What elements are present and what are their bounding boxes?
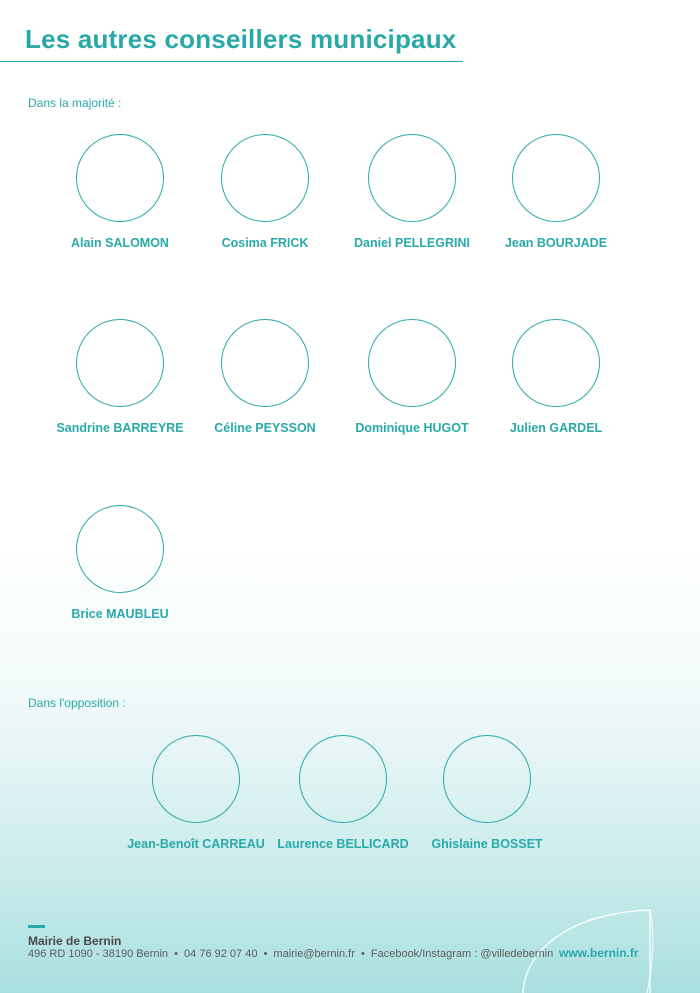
member-card xyxy=(332,319,492,435)
footer-email: mairie@bernin.fr xyxy=(273,948,355,960)
member-name: Laurence BELLICARD xyxy=(277,837,409,851)
member-card xyxy=(263,735,423,851)
member-name: Daniel PELLEGRINI xyxy=(354,236,470,250)
member-name: Cosima FRICK xyxy=(221,236,309,250)
member-name: Brice MAUBLEU xyxy=(71,607,169,621)
member-name: Sandrine BARREYRE xyxy=(56,421,184,435)
footer-phone: 04 76 92 07 40 xyxy=(184,948,258,960)
photo-placeholder xyxy=(221,134,309,222)
page-title: Les autres conseillers municipaux xyxy=(25,24,457,54)
photo-placeholder xyxy=(368,319,456,407)
member-card xyxy=(332,134,492,250)
photo-placeholder xyxy=(368,134,456,222)
member-card xyxy=(116,735,276,851)
photo-placeholder xyxy=(76,505,164,593)
footer-website-link[interactable]: www.bernin.fr xyxy=(559,946,639,960)
majority-section-label: Dans la majorité : xyxy=(28,96,122,110)
photo-placeholder xyxy=(512,319,600,407)
photo-placeholder xyxy=(76,319,164,407)
bullet-separator: • xyxy=(360,948,365,960)
member-card xyxy=(40,319,200,435)
footer-contact-line xyxy=(28,948,553,960)
member-card xyxy=(407,735,567,851)
title-underline xyxy=(0,61,463,62)
photo-placeholder xyxy=(221,319,309,407)
member-card xyxy=(476,319,636,435)
bullet-separator: • xyxy=(263,948,268,960)
footer-address: 496 RD 1090 - 38190 Bernin xyxy=(28,948,169,960)
photo-placeholder xyxy=(299,735,387,823)
member-name: Ghislaine BOSSET xyxy=(431,837,543,851)
opposition-section-label: Dans l'opposition : xyxy=(28,696,126,710)
member-name: Jean-Benoît CARREAU xyxy=(127,837,265,851)
photo-placeholder xyxy=(152,735,240,823)
member-card xyxy=(185,319,345,435)
bullet-separator: • xyxy=(174,948,178,960)
footer-accent-dash xyxy=(28,925,45,928)
member-name: Alain SALOMON xyxy=(71,236,169,250)
footer-social: Facebook/Instagram : @villedebernin xyxy=(370,948,554,960)
member-card xyxy=(40,505,200,621)
member-card xyxy=(40,134,200,250)
member-name: Dominique HUGOT xyxy=(355,421,469,435)
member-name: Julien GARDEL xyxy=(509,421,603,435)
member-card xyxy=(476,134,636,250)
member-name: Céline PEYSSON xyxy=(214,421,316,435)
member-card xyxy=(185,134,345,250)
photo-placeholder xyxy=(443,735,531,823)
member-name: Jean BOURJADE xyxy=(504,236,608,250)
photo-placeholder xyxy=(76,134,164,222)
footer-org-name: Mairie de Bernin xyxy=(28,934,122,948)
photo-placeholder xyxy=(512,134,600,222)
